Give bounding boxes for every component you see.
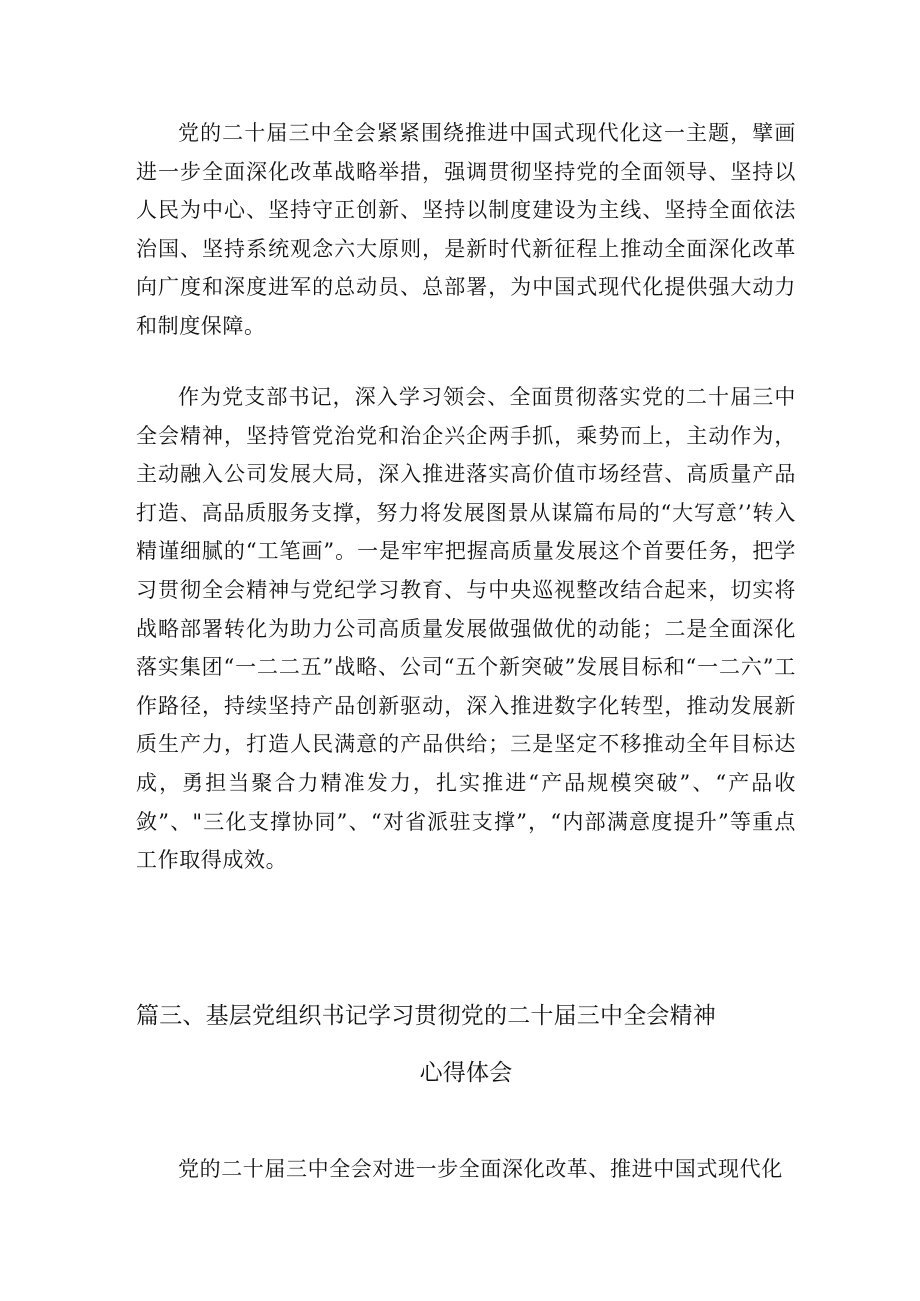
section-title-line-1: 篇三、基层党组织书记学习贯彻党的二十届三中全会精神 <box>136 1003 716 1029</box>
body-paragraph-1: 党的二十届三中全会紧紧围绕推进中国式现代化这一主题，擘画进一步全面深化改革战略举措，强调贯彻坚持党的全面领导、坚持以人民为中心、坚持守正创新、坚持以制度建设为主线、坚持全面依法治国、坚持系统观念六大原则，是新时代新征程上推动全面深化改革向广度和深度进军的总动员、总部署，为中国式现代化提供强大动力和制度保障。 <box>136 121 796 338</box>
body-paragraph-3: 党的二十届三中全会对进一步全面深化改革、推进中国式现代化 <box>178 1157 783 1181</box>
body-paragraph-2: 作为党支部书记，深入学习领会、全面贯彻落实党的二十届三中全会精神，坚持管党治党和治企兴企两手抓，乘势而上，主动作为，主动融入公司发展大局，深入推进落实高价值市场经营、高质量产品打造、高品质服务支撑，努力将发展图景从谋篇布局的“大写意’’转入精谨细腻的“工笔画”。一是牢牢把握高质量发展这个首要任务，把学习贯彻全会精神与党纪学习教育、与中央巡视整改结合起来，切实将战略部署转化为助力公司高质量发展做强做优的动能；二是全面深化落实集团“一二二五”战略、公司“五个新突破”发展目标和“一二六”工作路径，持续坚持产品创新驱动，深入推进数字化转型，推动发展新质生产力，打造人民满意的产品供给；三是坚定不移推动全年目标达成，勇担当聚合力精准发力，扎实推进“产品规模突破”、“产品收敛”、"三化支撑协同”、“对省派驻支撑”，“内部满意度提升”等重点工作取得成效。 <box>136 385 796 873</box>
section-title-line-2: 心得体会 <box>419 1060 513 1086</box>
